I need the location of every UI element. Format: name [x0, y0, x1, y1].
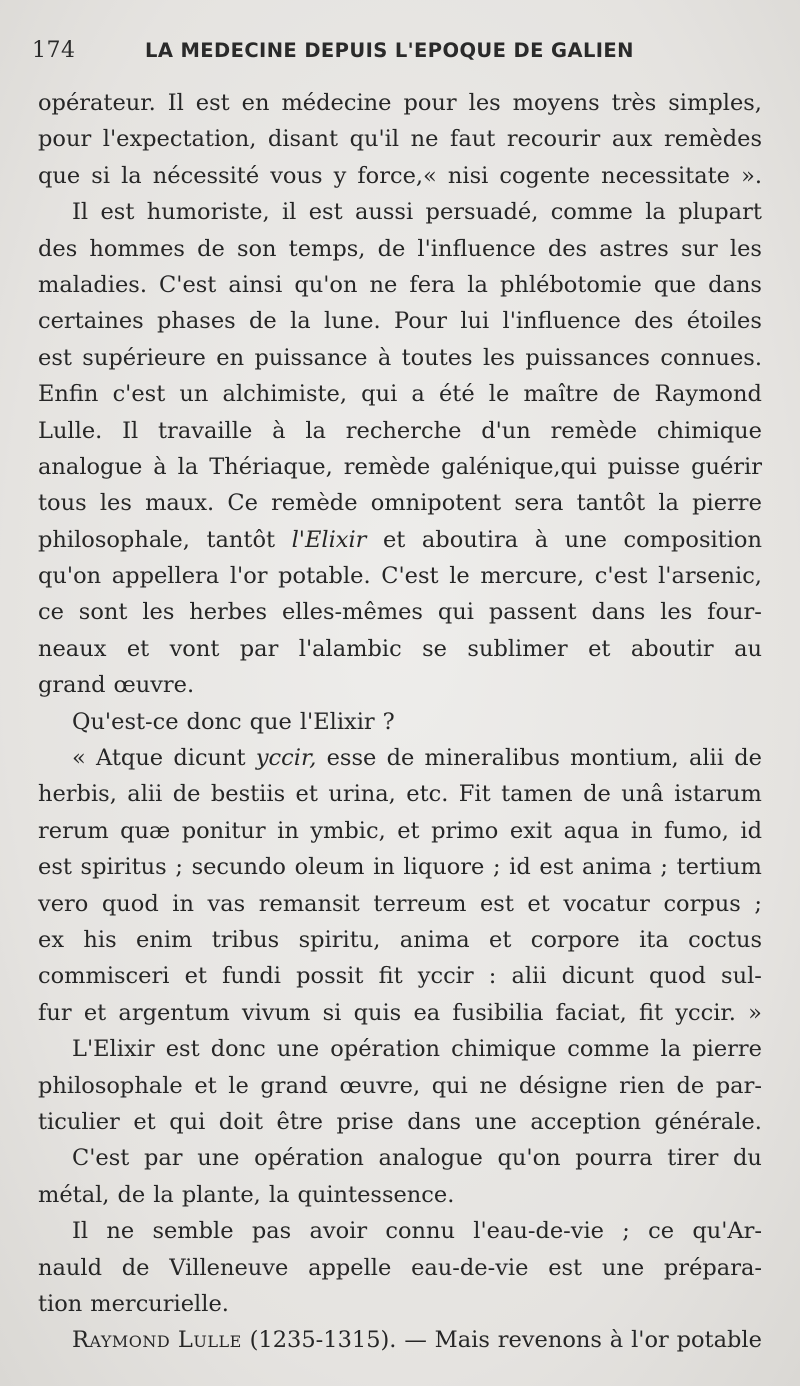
text-line: est supérieure en puissance à toutes les puissances connues. — [38, 344, 762, 371]
text-line: certaines phases de la lune. Pour lui l'influence des étoiles — [38, 308, 762, 335]
page-number: 174 — [32, 38, 76, 63]
body-text — [38, 85, 762, 1359]
running-title: LA MEDECINE DEPUIS L'EPOQUE DE GALIEN — [145, 39, 634, 62]
text-line: C'est par une opération analogue qu'on pourra tirer du — [72, 1145, 762, 1172]
text-line: Qu'est-ce donc que l'Elixir ? — [72, 708, 395, 735]
text-line: Lulle. Il travaille à la recherche d'un remède chimique — [38, 417, 762, 444]
text-line: pour l'expectation, disant qu'il ne faut recourir aux remèdes — [38, 126, 762, 153]
text-line: L'Elixir est donc une opération chimique comme la pierre — [72, 1036, 762, 1063]
text-line: tion mercurielle. — [38, 1290, 229, 1317]
text-line: Raymond Lulle (1235-1315). — Mais revenons à l'or potable — [72, 1327, 762, 1354]
text-line: vero quod in vas remansit terreum est et vocatur corpus ; — [38, 890, 762, 917]
text-line: des hommes de son temps, de l'influence des astres sur les — [38, 235, 762, 262]
text-line: herbis, alii de bestiis et urina, etc. Fit tamen de unâ istarum — [38, 781, 762, 808]
text-line: commisceri et fundi possit fit yccir : alii dicunt quod sul- — [38, 963, 762, 990]
text-line: fur et argentum vivum si quis ea fusibilia faciat, fit yccir. » — [38, 999, 762, 1026]
text-line: Enfin c'est un alchimiste, qui a été le maître de Raymond — [38, 381, 762, 408]
text-line: philosophale et le grand œuvre, qui ne désigne rien de par- — [38, 1072, 762, 1099]
text-line: neaux et vont par l'alambic se sublimer et aboutir au — [38, 635, 762, 662]
text-line: rerum quæ ponitur in ymbic, et primo exit aqua in fumo, id — [38, 817, 762, 844]
text-line: Il est humoriste, il est aussi persuadé, comme la plupart — [72, 199, 762, 226]
text-line: opérateur. Il est en médecine pour les moyens très simples, — [38, 90, 762, 116]
text-line: grand œuvre. — [38, 672, 195, 699]
text-line: ex his enim tribus spiritu, anima et corpore ita coctus — [38, 926, 762, 953]
text-line: est spiritus ; secundo oleum in liquore ; id est anima ; tertium — [38, 854, 762, 881]
text-line: que si la nécessité vous y force,« nisi cogente necessitate ». — [38, 162, 762, 189]
text-line: ce sont les herbes elles-mêmes qui passent dans les four- — [38, 599, 762, 626]
text-line: ticulier et qui doit être prise dans une acception générale. — [38, 1108, 762, 1135]
text-line: nauld de Villeneuve appelle eau-de-vie est une prépara- — [38, 1254, 762, 1281]
text-line: qu'on appellera l'or potable. C'est le mercure, c'est l'arsenic, — [38, 563, 762, 590]
text-line: maladies. C'est ainsi qu'on ne fera la phlébotomie que dans — [38, 271, 762, 298]
text-line: « Atque dicunt yccir, esse de mineralibus montium, alii de — [72, 745, 762, 772]
text-line: Il ne semble pas avoir connu l'eau-de-vie ; ce qu'Ar- — [72, 1218, 762, 1245]
text-line: métal, de la plante, la quintessence. — [38, 1181, 455, 1208]
page-header — [32, 38, 772, 62]
text-line: philosophale, tantôt l'Elixir et aboutira à une composition — [38, 526, 762, 553]
text-line: tous les maux. Ce remède omnipotent sera tantôt la pierre — [38, 490, 762, 517]
text-line: analogue à la Thériaque, remède galénique,qui puisse guérir — [38, 453, 762, 480]
